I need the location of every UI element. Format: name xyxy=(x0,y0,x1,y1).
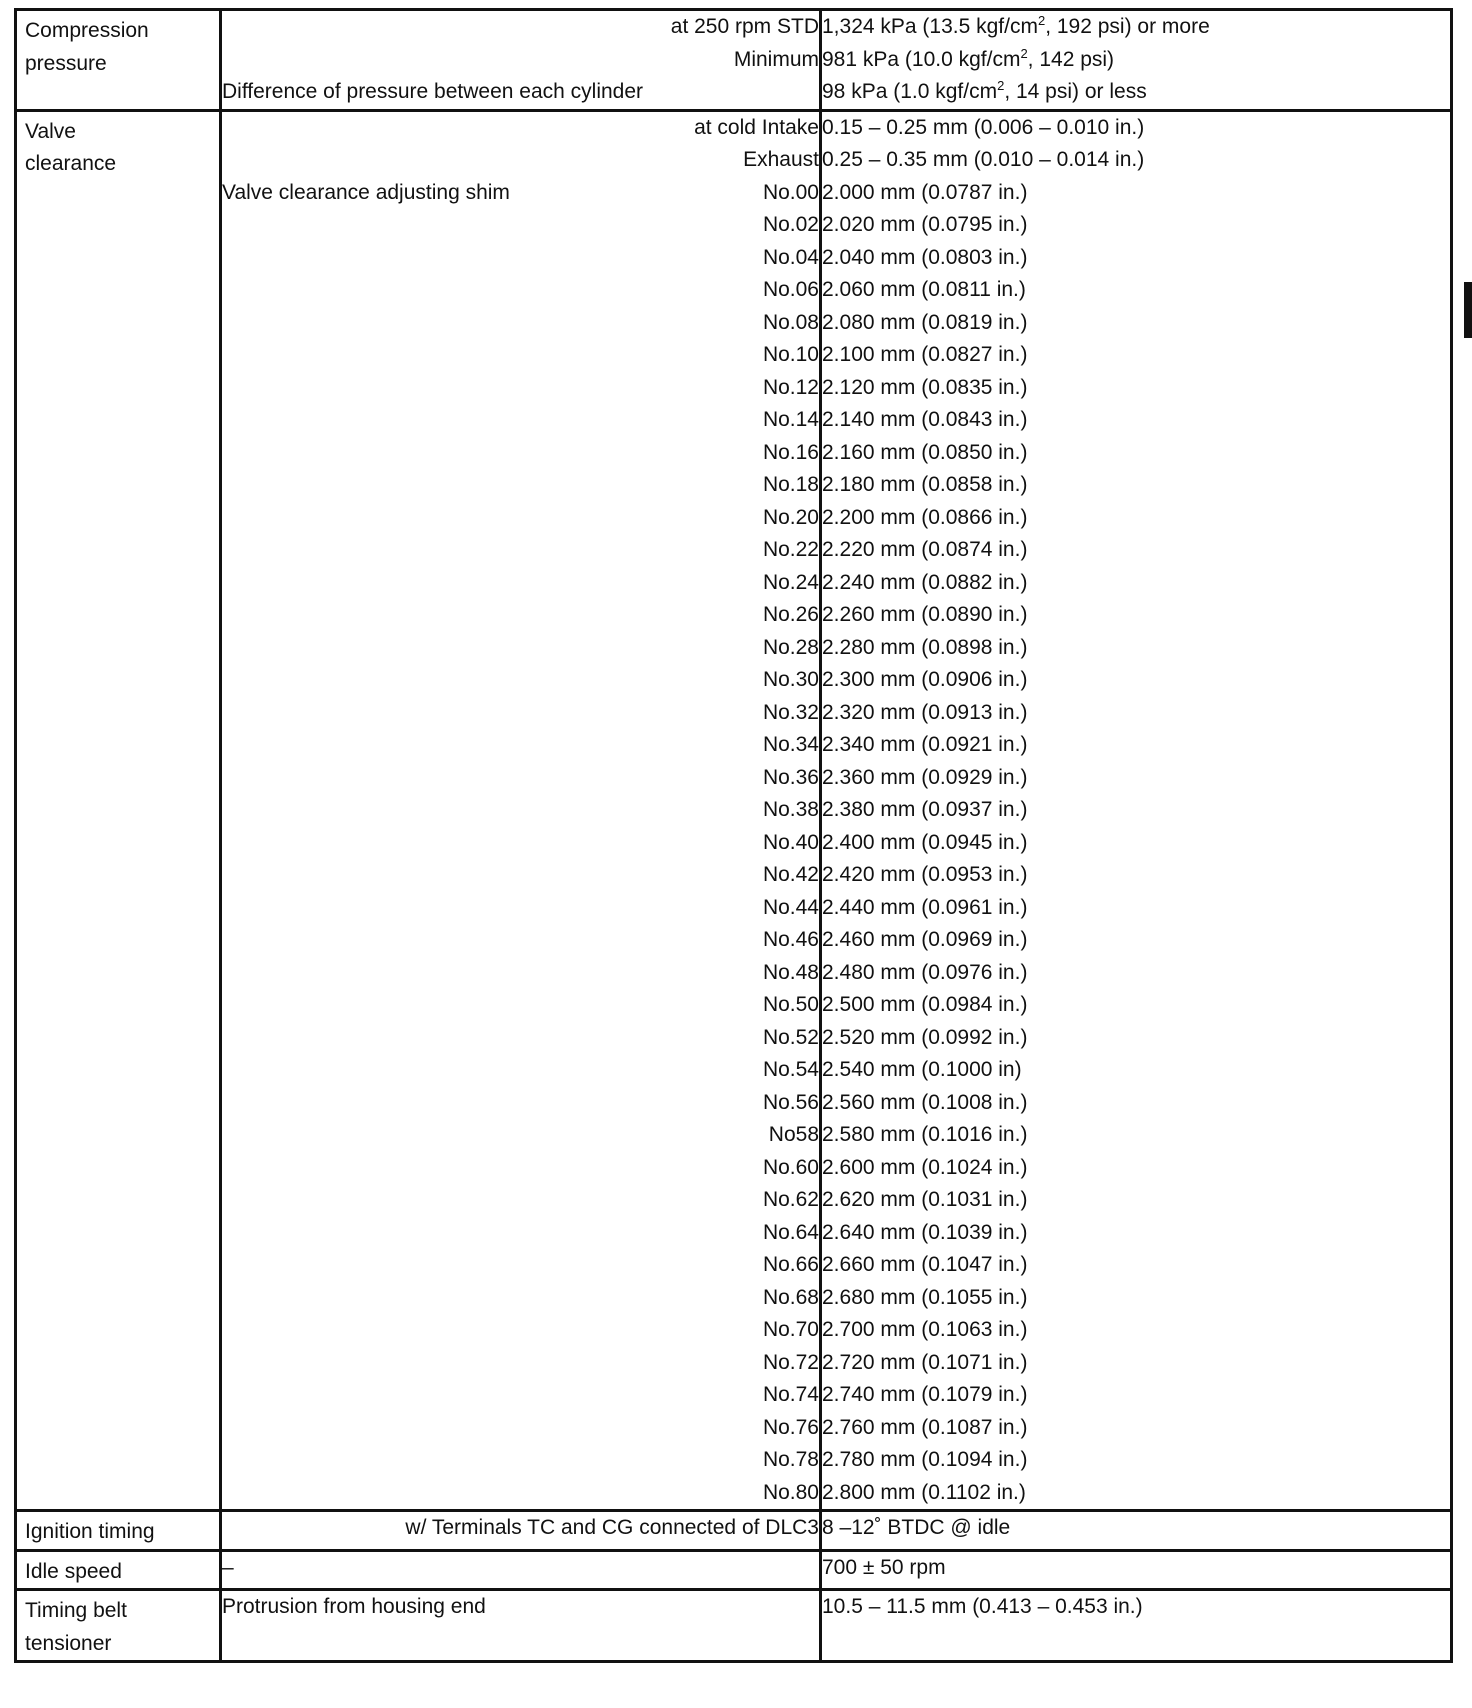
spec-condition-cell xyxy=(221,1511,821,1551)
condition-qualifier: No.52 xyxy=(762,1025,819,1049)
spec-value-text: 2.320 mm (0.0913 in.) xyxy=(822,700,1028,724)
spec-value-text: 2.520 mm (0.0992 in.) xyxy=(822,1025,1028,1049)
spec-value xyxy=(822,11,1450,44)
spec-condition-cell xyxy=(221,1590,821,1662)
spec-value xyxy=(822,1282,1450,1315)
condition-text: Protrusion from housing end xyxy=(222,1595,486,1618)
condition-line xyxy=(222,664,819,697)
spec-value-text: 2.280 mm (0.0898 in.) xyxy=(822,635,1028,659)
condition-qualifier: Exhaust xyxy=(743,148,819,171)
spec-value-text: 2.500 mm (0.0984 in.) xyxy=(822,993,1028,1016)
spec-condition-cell xyxy=(221,10,821,111)
spec-value-text: 0.15 – 0.25 mm (0.006 – 0.010 in.) xyxy=(822,115,1145,139)
spec-value xyxy=(822,859,1450,892)
condition-qualifier: No.36 xyxy=(762,765,819,789)
spec-value-text: 2.700 mm (0.1063 in.) xyxy=(822,1318,1028,1341)
spec-value-text: 981 kPa (10.0 kgf/cm xyxy=(822,47,1021,71)
spec-value-text: 2.600 mm (0.1024 in.) xyxy=(822,1155,1028,1179)
spec-value xyxy=(822,44,1450,77)
spec-value-text: 10.5 – 11.5 mm (0.413 – 0.453 in.) xyxy=(822,1595,1143,1618)
spec-value-text-tail: , 142 psi) xyxy=(1027,47,1115,71)
condition-qualifier: No.12 xyxy=(762,375,819,399)
spec-item-label: Valve xyxy=(25,119,76,143)
spec-value xyxy=(822,892,1450,925)
spec-value xyxy=(822,209,1450,242)
spec-table-body xyxy=(16,10,1452,1662)
spec-value-text: 2.120 mm (0.0835 in.) xyxy=(822,375,1028,399)
condition-qualifier: No.46 xyxy=(762,928,819,951)
condition-qualifier: No.38 xyxy=(762,798,819,821)
spec-value-cell xyxy=(821,1550,1452,1590)
condition-line xyxy=(222,502,819,535)
spec-value xyxy=(822,1477,1450,1510)
spec-value xyxy=(822,957,1450,990)
spec-item-cell xyxy=(16,1550,221,1590)
spec-item-label: Ignition timing xyxy=(25,1520,155,1543)
condition-text: Valve clearance adjusting shim xyxy=(222,180,510,204)
spec-item-label: Compression xyxy=(25,19,149,42)
condition-qualifier: at cold Intake xyxy=(694,115,819,139)
spec-value-cell xyxy=(821,10,1452,111)
condition-line xyxy=(222,859,819,892)
spec-item-label: Timing belt xyxy=(25,1599,127,1622)
spec-value xyxy=(822,177,1450,210)
condition-line xyxy=(222,1552,819,1585)
condition-line xyxy=(222,762,819,795)
spec-value xyxy=(822,1087,1450,1120)
condition-qualifier: No.54 xyxy=(762,1058,819,1081)
spec-value xyxy=(822,697,1450,730)
condition-line xyxy=(222,1249,819,1282)
spec-value-text: 2.260 mm (0.0890 in.) xyxy=(822,603,1028,626)
condition-line xyxy=(222,307,819,340)
condition-qualifier: at 250 rpm STD xyxy=(670,15,819,38)
spec-value xyxy=(822,989,1450,1022)
spec-item-cell xyxy=(16,10,221,111)
condition-line xyxy=(222,729,819,762)
condition-qualifier: No.26 xyxy=(762,603,819,626)
condition-line xyxy=(222,372,819,405)
condition-line xyxy=(222,567,819,600)
spec-value-text: 2.040 mm (0.0803 in.) xyxy=(822,245,1028,269)
spec-value xyxy=(822,1152,1450,1185)
spec-item-label: tensioner xyxy=(25,1631,112,1655)
spec-item-label: pressure xyxy=(25,51,107,75)
spec-value-text: 2.660 mm (0.1047 in.) xyxy=(822,1253,1028,1276)
condition-line xyxy=(222,794,819,827)
spec-value-text: 2.080 mm (0.0819 in.) xyxy=(822,310,1028,334)
table-row xyxy=(16,110,1452,1511)
spec-value xyxy=(822,924,1450,957)
spec-value-text: 2.360 mm (0.0929 in.) xyxy=(822,765,1028,789)
condition-line xyxy=(222,1379,819,1412)
spec-value xyxy=(822,534,1450,567)
spec-value xyxy=(822,1217,1450,1250)
spec-value-text: 2.340 mm (0.0921 in.) xyxy=(822,733,1028,756)
condition-qualifier: No.64 xyxy=(762,1220,819,1244)
condition-qualifier: No.22 xyxy=(762,538,819,561)
spec-value-text: 2.580 mm (0.1016 in.) xyxy=(822,1123,1028,1146)
spec-value-text: 2.480 mm (0.0976 in.) xyxy=(822,960,1028,984)
condition-qualifier: No.10 xyxy=(762,343,819,366)
spec-value xyxy=(822,274,1450,307)
spec-value xyxy=(822,599,1450,632)
table-row xyxy=(16,1550,1452,1590)
spec-value-cell xyxy=(821,1511,1452,1551)
spec-value xyxy=(822,1184,1450,1217)
condition-line xyxy=(222,177,819,210)
condition-line xyxy=(222,1591,819,1624)
condition-qualifier: No.40 xyxy=(762,830,819,854)
spec-value xyxy=(822,1444,1450,1477)
condition-qualifier: No.24 xyxy=(762,570,819,594)
unit-superscript: 2 xyxy=(1020,45,1028,61)
spec-value-text: 700 ± 50 rpm xyxy=(822,1555,946,1579)
condition-line xyxy=(222,534,819,567)
spec-value xyxy=(822,502,1450,535)
spec-value-text: 2.060 mm (0.0811 in.) xyxy=(822,278,1026,301)
condition-line xyxy=(222,924,819,957)
spec-value xyxy=(822,437,1450,470)
condition-qualifier: No.14 xyxy=(762,408,819,431)
spec-item-cell xyxy=(16,110,221,1511)
spec-value-text: 2.740 mm (0.1079 in.) xyxy=(822,1383,1028,1406)
spec-value-text: 0.25 – 0.35 mm (0.010 – 0.014 in.) xyxy=(822,148,1145,171)
condition-line xyxy=(222,1314,819,1347)
spec-value-text: 2.020 mm (0.0795 in.) xyxy=(822,213,1028,236)
condition-qualifier: No.50 xyxy=(762,993,819,1016)
condition-line xyxy=(222,892,819,925)
spec-value-text: 2.220 mm (0.0874 in.) xyxy=(822,538,1028,561)
spec-condition-cell xyxy=(221,1550,821,1590)
condition-line xyxy=(222,76,819,109)
spec-value xyxy=(822,339,1450,372)
condition-qualifier: No.74 xyxy=(762,1383,819,1406)
condition-line xyxy=(222,632,819,665)
spec-value xyxy=(822,112,1450,145)
condition-qualifier: No.28 xyxy=(762,635,819,659)
spec-value-text-tail: , 14 psi) or less xyxy=(1004,80,1147,103)
condition-qualifier: No.00 xyxy=(762,180,819,204)
condition-line xyxy=(222,1282,819,1315)
spec-value-text: 2.640 mm (0.1039 in.) xyxy=(822,1220,1028,1244)
condition-text: Difference of pressure between each cylinder xyxy=(222,80,644,103)
spec-value xyxy=(822,1591,1450,1624)
condition-qualifier: No.44 xyxy=(762,895,819,919)
spec-value-text-tail: , 192 psi) or more xyxy=(1045,15,1210,38)
spec-value xyxy=(822,1054,1450,1087)
spec-item-cell xyxy=(16,1511,221,1551)
spec-value xyxy=(822,794,1450,827)
spec-value-cell xyxy=(821,1590,1452,1662)
condition-line xyxy=(222,1412,819,1445)
spec-value xyxy=(822,1314,1450,1347)
spec-value xyxy=(822,827,1450,860)
condition-qualifier: No.04 xyxy=(762,245,819,269)
spec-value xyxy=(822,404,1450,437)
condition-line xyxy=(222,404,819,437)
condition-line xyxy=(222,11,819,44)
spec-value xyxy=(822,567,1450,600)
condition-text: – xyxy=(222,1555,234,1579)
condition-qualifier: No.78 xyxy=(762,1448,819,1471)
condition-line xyxy=(222,1022,819,1055)
spec-value-text: 2.780 mm (0.1094 in.) xyxy=(822,1448,1028,1471)
spec-value xyxy=(822,76,1450,109)
condition-qualifier: No.20 xyxy=(762,505,819,529)
spec-value-text: 2.440 mm (0.0961 in.) xyxy=(822,895,1028,919)
spec-condition-cell xyxy=(221,110,821,1511)
condition-line xyxy=(222,827,819,860)
spec-value-text: 2.200 mm (0.0866 in.) xyxy=(822,505,1028,529)
condition-qualifier: w/ Terminals TC and CG connected of DLC3 xyxy=(405,1516,819,1539)
spec-value-text: 2.380 mm (0.0937 in.) xyxy=(822,798,1028,821)
spec-value-text: 1,324 kPa (13.5 kgf/cm xyxy=(822,15,1038,38)
spec-value-text: 2.620 mm (0.1031 in.) xyxy=(822,1188,1028,1211)
condition-qualifier: No.66 xyxy=(762,1253,819,1276)
condition-line xyxy=(222,112,819,145)
condition-qualifier: Minimum xyxy=(733,47,819,71)
condition-qualifier: No.80 xyxy=(762,1480,819,1504)
condition-qualifier: No.06 xyxy=(762,278,819,301)
condition-line xyxy=(222,274,819,307)
condition-qualifier: No.42 xyxy=(762,863,819,886)
condition-line xyxy=(222,599,819,632)
spec-value xyxy=(822,372,1450,405)
table-row xyxy=(16,1511,1452,1551)
condition-line xyxy=(222,1184,819,1217)
spec-value xyxy=(822,1022,1450,1055)
spec-value-text: 2.680 mm (0.1055 in.) xyxy=(822,1285,1028,1309)
spec-value-text: 2.460 mm (0.0969 in.) xyxy=(822,928,1028,951)
condition-line xyxy=(222,989,819,1022)
condition-line xyxy=(222,1444,819,1477)
condition-qualifier: No.08 xyxy=(762,310,819,334)
condition-line xyxy=(222,209,819,242)
condition-line xyxy=(222,339,819,372)
spec-value-text: 98 kPa (1.0 kgf/cm xyxy=(822,80,998,103)
spec-value xyxy=(822,242,1450,275)
spec-value xyxy=(822,1347,1450,1380)
spec-value-text: 2.160 mm (0.0850 in.) xyxy=(822,440,1028,464)
spec-value-text: 2.240 mm (0.0882 in.) xyxy=(822,570,1028,594)
condition-qualifier: No.72 xyxy=(762,1350,819,1374)
condition-qualifier: No.70 xyxy=(762,1318,819,1341)
spec-value-text: 2.560 mm (0.1008 in.) xyxy=(822,1090,1028,1114)
spec-value-text: 2.100 mm (0.0827 in.) xyxy=(822,343,1028,366)
spec-value xyxy=(822,469,1450,502)
condition-line xyxy=(222,242,819,275)
condition-qualifier: No.56 xyxy=(762,1090,819,1114)
spec-value-text: 2.400 mm (0.0945 in.) xyxy=(822,830,1028,854)
condition-line xyxy=(222,1477,819,1510)
spec-item-cell xyxy=(16,1590,221,1662)
spec-value xyxy=(822,1379,1450,1412)
spec-value-text: 2.800 mm (0.1102 in.) xyxy=(822,1480,1026,1504)
spec-value-text: 2.720 mm (0.1071 in.) xyxy=(822,1350,1028,1374)
condition-line xyxy=(222,1119,819,1152)
spec-value-text: 8 –12˚ BTDC @ idle xyxy=(822,1516,1011,1539)
condition-line xyxy=(222,1152,819,1185)
spec-item-label: Idle speed xyxy=(25,1559,122,1583)
condition-qualifier: No.02 xyxy=(762,213,819,236)
spec-value xyxy=(822,1512,1450,1545)
spec-value xyxy=(822,729,1450,762)
condition-qualifier: No58 xyxy=(768,1123,819,1146)
condition-line xyxy=(222,469,819,502)
condition-qualifier: No.68 xyxy=(762,1285,819,1309)
condition-line xyxy=(222,1054,819,1087)
condition-line xyxy=(222,1512,819,1545)
page-tab-marker xyxy=(1464,282,1472,338)
unit-superscript: 2 xyxy=(1037,13,1046,28)
spec-value xyxy=(822,1119,1450,1152)
spec-value-text: 2.140 mm (0.0843 in.) xyxy=(822,408,1028,431)
condition-qualifier: No.32 xyxy=(762,700,819,724)
table-row xyxy=(16,1590,1452,1662)
condition-line xyxy=(222,1347,819,1380)
condition-line xyxy=(222,1217,819,1250)
condition-line xyxy=(222,1087,819,1120)
condition-qualifier: No.16 xyxy=(762,440,819,464)
condition-qualifier: No.60 xyxy=(762,1155,819,1179)
spec-value-text: 2.180 mm (0.0858 in.) xyxy=(822,473,1028,496)
specification-table xyxy=(14,8,1453,1663)
spec-value-text: 2.300 mm (0.0906 in.) xyxy=(822,668,1028,691)
spec-value xyxy=(822,1552,1450,1585)
condition-line xyxy=(222,437,819,470)
condition-line xyxy=(222,697,819,730)
condition-qualifier: No.62 xyxy=(762,1188,819,1211)
condition-qualifier: No.48 xyxy=(762,960,819,984)
unit-superscript: 2 xyxy=(997,78,1005,93)
spec-value-text: 2.760 mm (0.1087 in.) xyxy=(822,1415,1028,1439)
spec-value xyxy=(822,762,1450,795)
condition-line xyxy=(222,957,819,990)
spec-value xyxy=(822,307,1450,340)
condition-qualifier: No.18 xyxy=(762,473,819,496)
condition-qualifier: No.76 xyxy=(762,1415,819,1439)
spec-value xyxy=(822,144,1450,177)
spec-value xyxy=(822,1412,1450,1445)
spec-value xyxy=(822,664,1450,697)
spec-value xyxy=(822,632,1450,665)
condition-qualifier: No.30 xyxy=(762,668,819,691)
condition-line xyxy=(222,144,819,177)
spec-value-text: 2.420 mm (0.0953 in.) xyxy=(822,863,1028,886)
condition-qualifier: No.34 xyxy=(762,733,819,756)
spec-value-cell xyxy=(821,110,1452,1511)
spec-item-label: clearance xyxy=(25,152,117,175)
condition-line xyxy=(222,44,819,77)
spec-value-text: 2.540 mm (0.1000 in) xyxy=(822,1058,1022,1081)
spec-value xyxy=(822,1249,1450,1282)
table-row xyxy=(16,10,1452,111)
spec-value-text: 2.000 mm (0.0787 in.) xyxy=(822,180,1028,204)
